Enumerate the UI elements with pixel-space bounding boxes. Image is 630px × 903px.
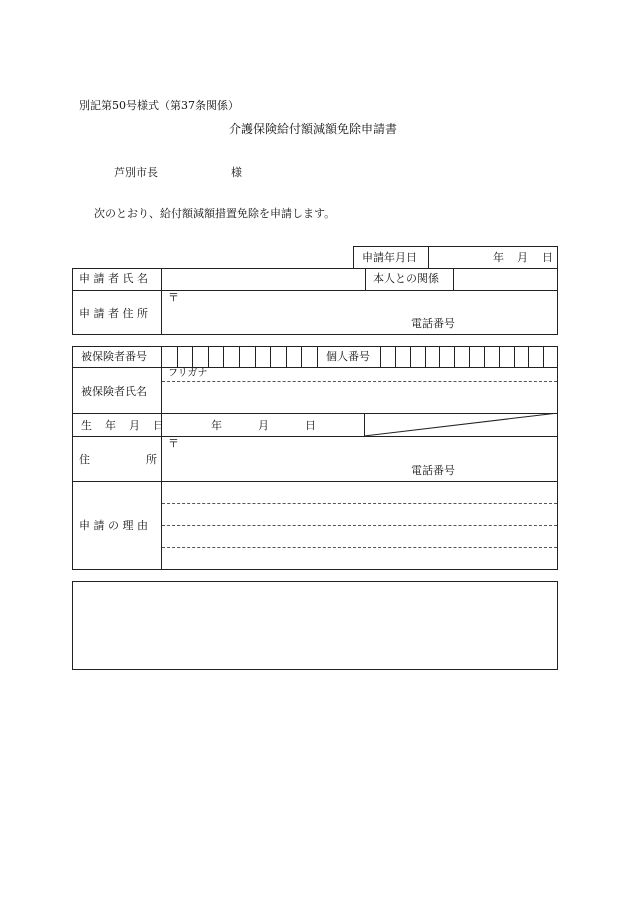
birth-day-unit: 日 bbox=[305, 419, 316, 432]
digit-divider bbox=[454, 346, 455, 367]
form-reference: 別記第50号様式（第37条関係） bbox=[79, 99, 239, 112]
application-date-label: 申請年月日 bbox=[362, 251, 417, 264]
digit-divider bbox=[469, 346, 470, 367]
digit-divider bbox=[192, 346, 193, 367]
digit-divider bbox=[543, 346, 544, 367]
applicant-phone-label: 電話番号 bbox=[411, 317, 455, 330]
furigana-field[interactable] bbox=[162, 368, 557, 381]
relation-field[interactable] bbox=[454, 269, 557, 290]
reason-line bbox=[162, 547, 557, 548]
date-day-unit: 日 bbox=[542, 251, 553, 264]
insured-address-field[interactable] bbox=[162, 437, 557, 480]
reason-label: 申 請 の 理 由 bbox=[79, 519, 148, 532]
postal-mark: 〒 bbox=[168, 437, 179, 450]
digit-divider bbox=[177, 346, 178, 367]
birth-year-unit: 年 bbox=[211, 419, 222, 432]
insured-name-field[interactable] bbox=[162, 382, 557, 413]
relation-label: 本人との関係 bbox=[373, 272, 439, 285]
digit-divider bbox=[286, 346, 287, 367]
divider bbox=[365, 268, 366, 290]
digit-divider bbox=[425, 346, 426, 367]
personal-number-label: 個人番号 bbox=[326, 350, 370, 363]
date-month-unit: 月 bbox=[517, 251, 528, 264]
personal-number-field[interactable] bbox=[380, 346, 558, 367]
digit-divider bbox=[223, 346, 224, 367]
digit-divider bbox=[255, 346, 256, 367]
applicant-name-field[interactable] bbox=[162, 269, 365, 290]
digit-divider bbox=[514, 346, 515, 367]
digit-divider bbox=[410, 346, 411, 367]
insured-number-label: 被保険者番号 bbox=[81, 350, 147, 363]
digit-divider bbox=[439, 346, 440, 367]
birth-month-unit: 月 bbox=[258, 419, 269, 432]
insured-phone-label: 電話番号 bbox=[411, 464, 455, 477]
furigana-label: フリガナ bbox=[168, 368, 208, 379]
reason-line bbox=[162, 503, 557, 504]
applicant-name-label: 申 請 者 氏 名 bbox=[79, 272, 148, 285]
digit-divider bbox=[484, 346, 485, 367]
insured-address-label-left: 住 bbox=[79, 453, 90, 466]
digit-divider bbox=[395, 346, 396, 367]
applicant-address-field[interactable] bbox=[162, 291, 557, 334]
digit-divider bbox=[301, 346, 302, 367]
honorific: 様 bbox=[231, 166, 242, 179]
application-statement: 次のとおり、給付額減額措置免除を申請します。 bbox=[94, 207, 336, 220]
date-year-unit: 年 bbox=[493, 251, 504, 264]
postal-mark: 〒 bbox=[168, 291, 179, 304]
notes-box[interactable] bbox=[72, 581, 558, 670]
document-title: 介護保険給付額減額免除申請書 bbox=[229, 122, 398, 136]
applicant-address-label: 申 請 者 住 所 bbox=[79, 307, 148, 320]
insured-address-label-right: 所 bbox=[146, 453, 157, 466]
digit-divider bbox=[270, 346, 271, 367]
digit-divider bbox=[499, 346, 500, 367]
insured-number-field[interactable] bbox=[161, 346, 317, 367]
diagonal-strike bbox=[364, 413, 558, 436]
insured-name-label: 被保険者氏名 bbox=[81, 385, 147, 398]
divider bbox=[317, 346, 318, 367]
reason-line bbox=[162, 525, 557, 526]
digit-divider bbox=[208, 346, 209, 367]
birth-date-label: 生 年 月 日 bbox=[81, 419, 165, 432]
digit-divider bbox=[528, 346, 529, 367]
digit-divider bbox=[239, 346, 240, 367]
addressee: 芦別市長 bbox=[114, 166, 158, 179]
